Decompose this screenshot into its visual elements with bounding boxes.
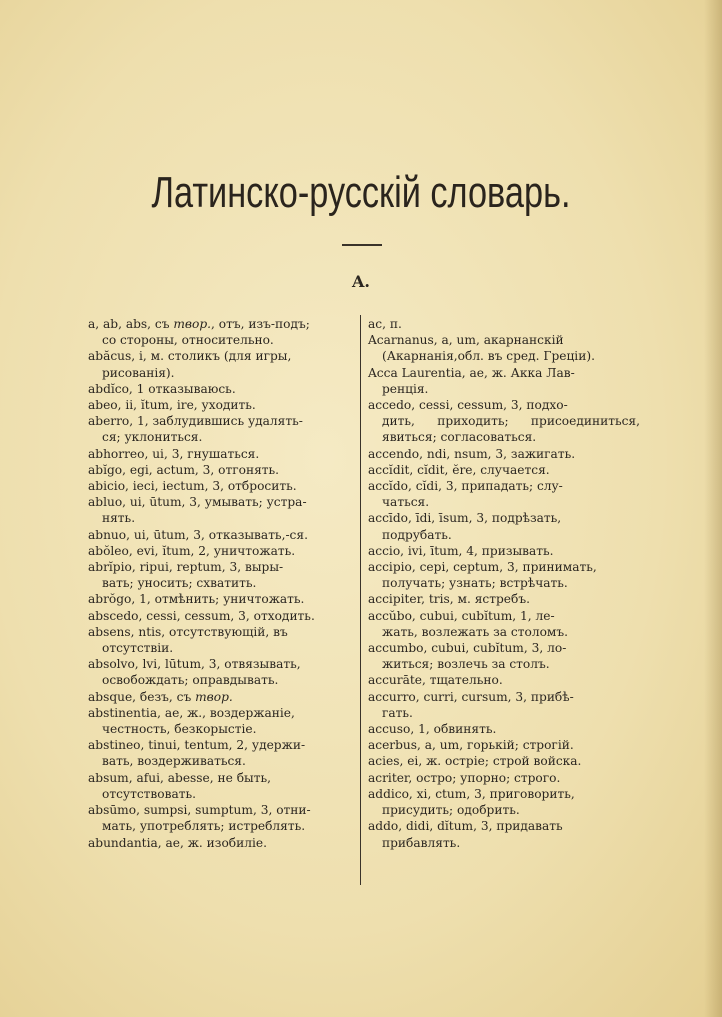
- entry-head: accipio, cepi, ceptum, 3, принимать,: [368, 560, 597, 575]
- dictionary-entry: [368, 818, 640, 850]
- entry-head: abstineo, tinui, tentum, 2, удержи-: [88, 738, 306, 753]
- dictionary-entry: [88, 494, 356, 526]
- entry-italic: твор.: [173, 317, 212, 331]
- dictionary-entry: [368, 689, 640, 721]
- right-column: [368, 316, 640, 851]
- dictionary-entry: [88, 527, 356, 543]
- entry-continuation: рисованія).: [102, 365, 175, 380]
- entry-continuation: гать.: [382, 705, 413, 720]
- entry-continuation: ся; уклониться.: [102, 430, 203, 445]
- dictionary-entry: [88, 770, 356, 802]
- entry-head: accumbo, cubui, cubĭtum, 3, ло-: [368, 641, 567, 656]
- dictionary-entry: [368, 543, 640, 559]
- dictionary-entry: [368, 365, 640, 397]
- entry-tail: , отъ, изъ-подъ;: [211, 317, 310, 331]
- dictionary-entry: [368, 608, 640, 640]
- dictionary-entry: [88, 413, 356, 445]
- entry-head: accurro, curri, cursum, 3, прибѣ-: [368, 689, 574, 704]
- dictionary-entry: [368, 397, 640, 446]
- entry-head: abrĭpio, ripui, reptum, 3, выры-: [88, 560, 284, 575]
- entry-head: aberro, 1, заблудившись удалять-: [88, 414, 303, 429]
- entry-head: absens, ntis, отсутствующій, въ: [88, 624, 288, 639]
- dictionary-entry: [368, 770, 640, 786]
- entry-head: addico, xi, ctum, 3, приговорить,: [368, 786, 575, 801]
- entry-head: a, ab, abs, съ: [88, 317, 170, 331]
- entry-head: abăcus, i, м. столикъ (для игры,: [88, 349, 292, 364]
- entry-italic: твор.: [195, 689, 233, 704]
- dictionary-entry: [368, 786, 640, 818]
- entry-head: abnuo, ui, ūtum, 3, отказывать,-ся.: [88, 527, 308, 542]
- dictionary-entry: [368, 640, 640, 672]
- dictionary-entry: [88, 656, 356, 688]
- entry-continuation: жать, возлежать за столомъ.: [382, 624, 569, 639]
- entry-continuation: вать, воздерживаться.: [102, 754, 246, 769]
- entry-head: abŏleo, evi, ĭtum, 2, уничтожать.: [88, 543, 296, 558]
- dictionary-entry: [88, 381, 356, 397]
- dictionary-entry: [88, 478, 356, 494]
- entry-continuation: получать; узнать; встрѣчать.: [382, 576, 568, 591]
- entry-continuation: (Акарнанія,обл. въ сред. Греціи).: [382, 349, 595, 364]
- entry-head: abicio, ieci, iectum, 3, отбросить.: [88, 479, 297, 494]
- dictionary-entry: [88, 624, 356, 656]
- entry-continuation: освобождать; оправдывать.: [102, 673, 279, 688]
- entry-head: abeo, ii, ĭtum, ire, уходить.: [88, 398, 256, 413]
- dictionary-entry: [368, 510, 640, 542]
- entry-continuation: подрубать.: [382, 527, 452, 542]
- dictionary-entry: [88, 559, 356, 591]
- entry-head: abhorreo, ui, 3, гнушаться.: [88, 446, 260, 461]
- entry-head: accuso, 1, обвинять.: [368, 722, 497, 737]
- title-rule: [342, 244, 382, 246]
- dictionary-entry: [368, 462, 640, 478]
- entry-continuation: ренція.: [382, 381, 429, 396]
- dictionary-entry: [368, 559, 640, 591]
- entry-continuation: со стороны, относительно.: [102, 333, 274, 348]
- entry-head: accŭbo, cubui, cubĭtum, 1, ле-: [368, 608, 555, 623]
- dictionary-entry: [88, 591, 356, 607]
- dictionary-entry: [88, 348, 356, 380]
- dictionary-entry: [368, 591, 640, 607]
- entry-head: abdĭco, 1 отказываюсь.: [88, 381, 236, 396]
- entry-head: accipiter, tris, м. ястребъ.: [368, 592, 530, 607]
- left-column: [88, 316, 356, 851]
- entry-head: absolvo, lvi, lūtum, 3, отвязывать,: [88, 657, 301, 672]
- dictionary-entry: [88, 397, 356, 413]
- entry-head: accĭdo, cĭdi, 3, припадать; слу-: [368, 479, 563, 494]
- entry-continuation: отсутствіи.: [102, 641, 174, 656]
- entry-head: abstinentia, ae, ж., воздержаніе,: [88, 705, 295, 720]
- entry-head: abĭgo, egi, actum, 3, отгонять.: [88, 462, 280, 477]
- entry-head: acriter, остро; упорно; строго.: [368, 770, 561, 785]
- dictionary-entry: [368, 316, 640, 332]
- entry-head: accĭdit, cĭdit, ĕre, случается.: [368, 462, 550, 477]
- entry-head: absūmo, sumpsi, sumptum, 3, отни-: [88, 803, 311, 818]
- section-letter: A.: [352, 272, 370, 291]
- entry-continuation: житься; возлечь за столъ.: [382, 657, 550, 672]
- entry-continuation: отсутствовать.: [102, 786, 196, 801]
- dictionary-entry: [88, 462, 356, 478]
- entry-head: addo, didi, dĭtum, 3, придавать: [368, 819, 563, 834]
- dictionary-entry: [88, 835, 356, 851]
- dictionary-entry: [368, 672, 640, 688]
- entry-head: accedo, cessi, cessum, 3, подхо-: [368, 398, 568, 413]
- entry-head: acerbus, a, um, горькій; строгій.: [368, 738, 574, 753]
- dictionary-entry: [368, 753, 640, 769]
- dictionary-entry: [88, 316, 356, 348]
- page-edge-shadow: [704, 0, 722, 1017]
- dictionary-entry: [368, 478, 640, 510]
- entry-continuation: вать; уносить; схватить.: [102, 576, 257, 591]
- entry-continuation: мать, употреблять; истреблять.: [102, 819, 306, 834]
- dictionary-entry: [368, 332, 640, 364]
- entry-continuation: присудить; одобрить.: [382, 803, 520, 818]
- entry-continuation: дить, приходить; присоединиться, явиться; согласоваться.: [382, 414, 640, 445]
- entry-head: accurāte, тщательно.: [368, 673, 503, 688]
- entry-head: absque, безъ, съ: [88, 689, 192, 704]
- entry-head: accīdo, īdi, īsum, 3, подрѣзать,: [368, 511, 562, 526]
- dictionary-entry: [368, 446, 640, 462]
- dictionary-entry: [88, 705, 356, 737]
- entry-head: accendo, ndi, nsum, 3, зажигать.: [368, 446, 576, 461]
- entry-head: abluo, ui, ūtum, 3, умывать; устра-: [88, 495, 307, 510]
- entry-continuation: чаться.: [382, 495, 430, 510]
- entry-continuation: прибавлять.: [382, 835, 461, 850]
- dictionary-entry: [368, 737, 640, 753]
- dictionary-entry: [88, 689, 356, 705]
- page-title: Латинско-русскій словарь.: [151, 168, 571, 217]
- entry-head: Acca Laurentia, ae, ж. Акка Лав-: [368, 365, 575, 380]
- entry-continuation: честность, безкорыстіе.: [102, 722, 257, 737]
- dictionary-entry: [88, 802, 356, 834]
- entry-head: abrŏgo, 1, отмѣнить; уничтожать.: [88, 592, 305, 607]
- entry-head: Acarnanus, a, um, акарнанскій: [368, 333, 564, 348]
- dictionary-entry: [88, 608, 356, 624]
- entry-head: ac, п.: [368, 317, 402, 331]
- entry-head: acies, ei, ж. остріе; строй войска.: [368, 754, 582, 769]
- dictionary-entry: [88, 543, 356, 559]
- entry-continuation: нять.: [102, 511, 136, 526]
- entry-head: accio, ivi, ītum, 4, призывать.: [368, 543, 554, 558]
- column-divider: [360, 315, 361, 885]
- entry-head: abscedo, cessi, cessum, 3, отходить.: [88, 608, 315, 623]
- dictionary-entry: [88, 737, 356, 769]
- entry-head: abundantia, ae, ж. изобиліе.: [88, 835, 267, 850]
- dictionary-entry: [88, 446, 356, 462]
- dictionary-entry: [368, 721, 640, 737]
- entry-head: absum, afui, abesse, не быть,: [88, 770, 271, 785]
